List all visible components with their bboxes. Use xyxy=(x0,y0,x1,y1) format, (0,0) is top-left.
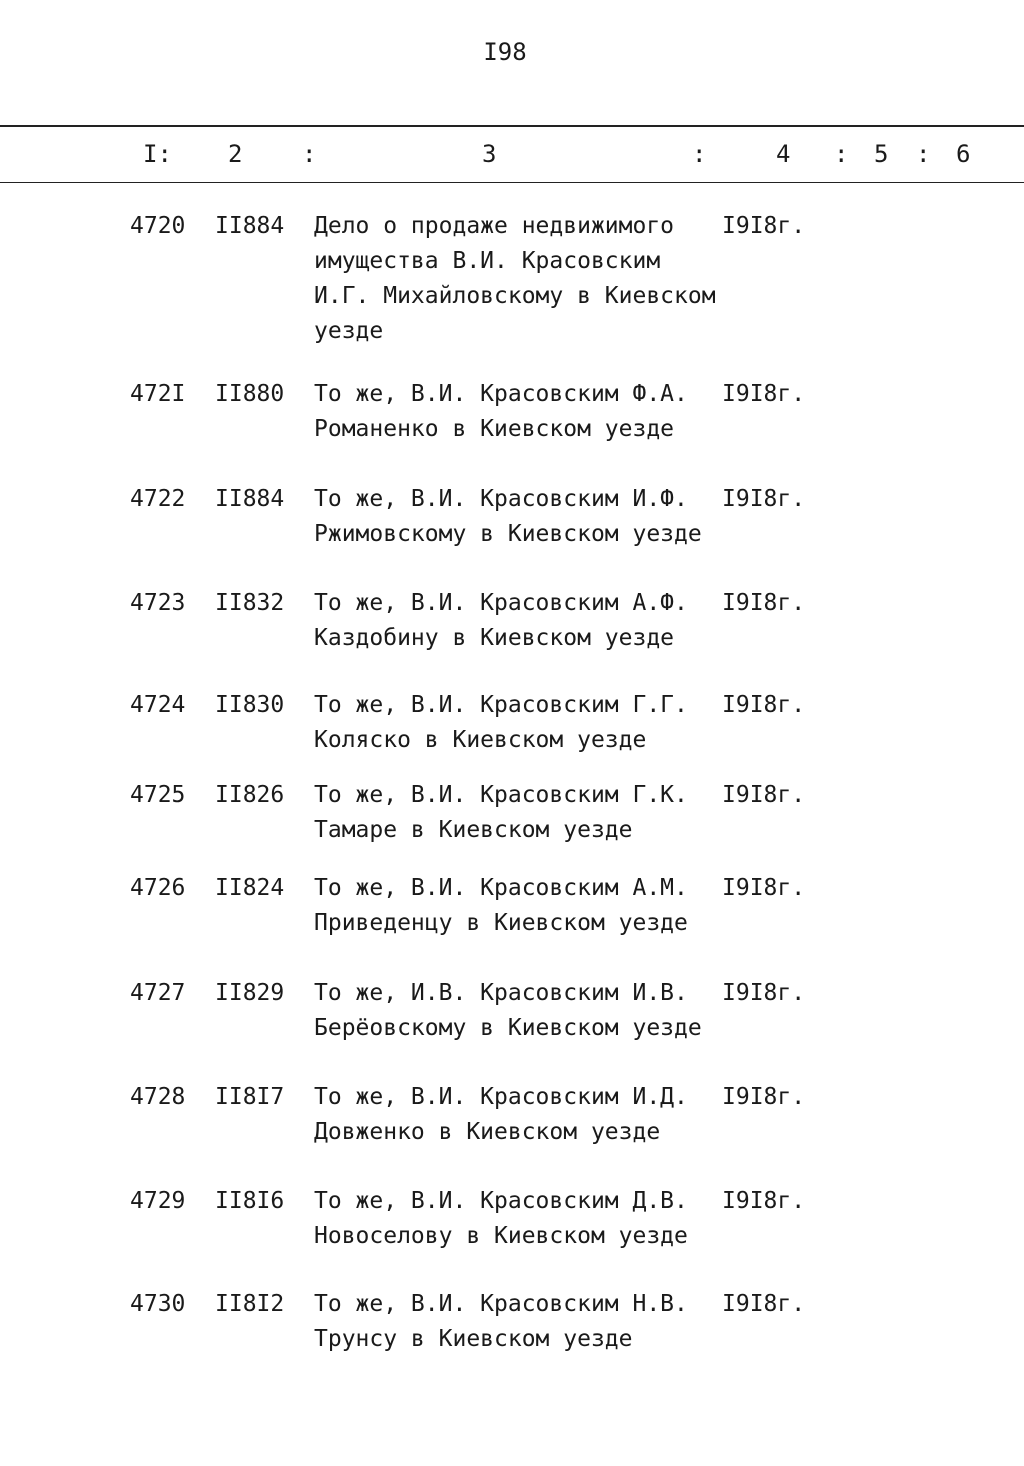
record-code: II884 xyxy=(215,213,285,239)
record-number: 4726 xyxy=(130,875,186,901)
column-separator: : xyxy=(302,140,317,168)
record-year: I9I8г. xyxy=(722,1188,806,1214)
record-code: II8I7 xyxy=(215,1084,285,1110)
column-header-4: 4 xyxy=(776,140,791,168)
record-year: I9I8г. xyxy=(722,875,806,901)
column-header-1: I: xyxy=(143,140,172,168)
record-description: То же, В.И. Красовским Д.В. Новоселову в Киевском уезде xyxy=(314,1188,688,1249)
record-year: I9I8г. xyxy=(722,980,806,1006)
column-header-3: 3 xyxy=(482,140,497,168)
record-year: I9I8г. xyxy=(722,590,806,616)
record-number: 4730 xyxy=(130,1291,186,1317)
record-description: То же, В.И. Красовским Н.В. Трунсу в Киевском уезде xyxy=(314,1291,688,1352)
record-description: То же, В.И. Красовским Г.Г. Коляско в Киевском уезде xyxy=(314,692,688,753)
column-header-6: 6 xyxy=(956,140,971,168)
record-description: То же, И.В. Красовским И.В. Берёовскому в Киевском уезде xyxy=(314,980,702,1041)
record-year: I9I8г. xyxy=(722,381,806,407)
record-code: II824 xyxy=(215,875,285,901)
column-separator: : xyxy=(692,140,707,168)
record-year: I9I8г. xyxy=(722,782,806,808)
record-year: I9I8г. xyxy=(722,486,806,512)
record-description: То же, В.И. Красовским И.Ф. Ржимовскому в Киевском уезде xyxy=(314,486,702,547)
record-number: 4720 xyxy=(130,213,186,239)
record-description: Дело о продаже недвижимого имущества В.И. Красовским И.Г. Михайловскому в Киевском уезде xyxy=(314,213,716,344)
record-year: I9I8г. xyxy=(722,1084,806,1110)
record-description: То же, В.И. Красовским Г.К. Тамаре в Киевском уезде xyxy=(314,782,688,843)
record-code: II832 xyxy=(215,590,285,616)
record-code: II8I2 xyxy=(215,1291,285,1317)
record-code: II829 xyxy=(215,980,285,1006)
record-year: I9I8г. xyxy=(722,1291,806,1317)
column-header-5: 5 xyxy=(874,140,889,168)
record-code: II880 xyxy=(215,381,285,407)
column-header-2: 2 xyxy=(228,140,243,168)
record-description: То же, В.И. Красовским И.Д. Довженко в Киевском уезде xyxy=(314,1084,688,1145)
header-top-rule xyxy=(0,125,1024,127)
record-code: II826 xyxy=(215,782,285,808)
record-code: II830 xyxy=(215,692,285,718)
column-separator: : xyxy=(916,140,931,168)
page-number: I98 xyxy=(483,38,527,66)
column-separator: : xyxy=(834,140,849,168)
record-number: 4723 xyxy=(130,590,186,616)
header-bottom-rule xyxy=(0,182,1024,183)
record-number: 472I xyxy=(130,381,186,407)
record-description: То же, В.И. Красовским А.Ф. Каздобину в Киевском уезде xyxy=(314,590,688,651)
record-number: 4728 xyxy=(130,1084,186,1110)
record-code: II884 xyxy=(215,486,285,512)
record-number: 4727 xyxy=(130,980,186,1006)
record-description: То же, В.И. Красовским А.М. Приведенцу в Киевском уезде xyxy=(314,875,688,936)
record-code: II8I6 xyxy=(215,1188,285,1214)
record-description: То же, В.И. Красовским Ф.А. Романенко в Киевском уезде xyxy=(314,381,688,442)
record-number: 4722 xyxy=(130,486,186,512)
record-number: 4724 xyxy=(130,692,186,718)
record-year: I9I8г. xyxy=(722,692,806,718)
record-year: I9I8г. xyxy=(722,213,806,239)
record-number: 4725 xyxy=(130,782,186,808)
record-number: 4729 xyxy=(130,1188,186,1214)
